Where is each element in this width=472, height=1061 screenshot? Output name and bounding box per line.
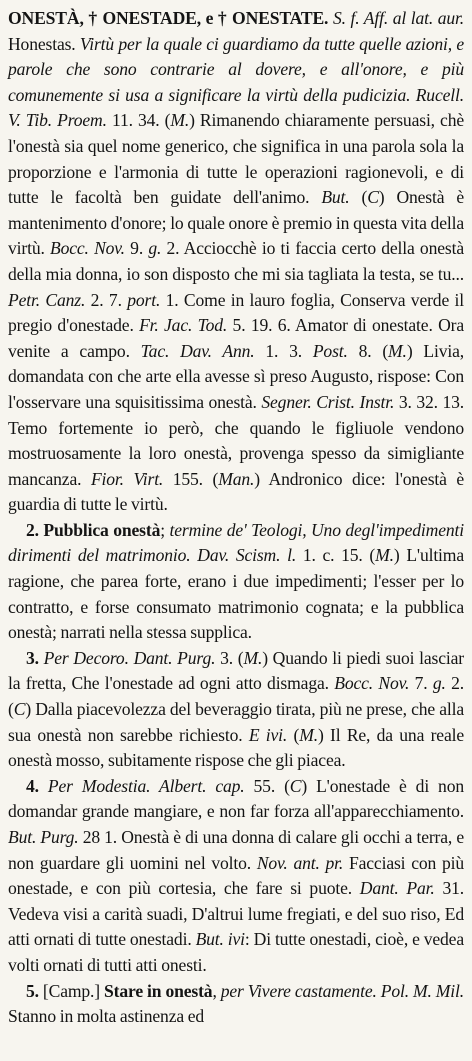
text-run: Facciasi con più onestade, e con più cortesia, che fare si puote. [8,852,464,899]
text-run: 11. 34. ( [106,110,171,131]
italic-text-run: M. [375,545,394,566]
italic-text-run: Fior. Virt. [90,468,164,489]
sense-3-paragraph [8,646,464,774]
bold-text-run: ONESTÀ, † ONESTADE, e † ONESTATE. [8,8,329,28]
text-run: 5. 19. 6. Amator di onestate. Ora venite a campo. [8,315,464,361]
italic-text-run: Fr. Jac. Tod. [139,315,228,336]
italic-text-run: per Vivere castamente. Pol. M. Mil. [220,980,465,1001]
italic-text-run: Petr. Canz. [8,289,86,310]
italic-text-run: Post. [312,340,348,361]
bold-text-run: 5. [26,980,43,1001]
italic-text-run: But. [321,187,350,208]
text-run: 28 1. Onestà è di una donna di calare gli occhi a terra, e non guardare gli uomini nel volto. [8,827,464,873]
text-run: 3. 32. 13. Temo fortemente io però, che quando le figliuole vendono mostruosamente la loro onestà, provenga spesso da simigliante mancanza. [8,391,464,489]
italic-text-run: g. [432,673,446,694]
italic-text-run: Segner. Crist. Instr. [261,391,395,412]
italic-text-run: port. [127,289,161,310]
italic-text-run: Per Decoro. Dant. Purg. [43,647,216,668]
italic-text-run: Nov. ant. pr. [256,852,344,873]
italic-text-run: M. [299,724,318,745]
text-run: 7. [409,673,433,694]
bold-text-run: 2. [26,519,44,540]
text-run: 1. Come in lauro foglia, Conserva verde il pregio d'onestade. [8,289,464,336]
text-run: ) Quando li piedi suoi lasciar la fretta, Che l'onestade ad ogni atto dismaga. [8,647,464,694]
text-run: 2. Acciocchè io ti faccia certo della onestà della mia donna, io son disposto che mi sia tagliata la testa, se tu... [8,238,464,284]
italic-text-run: Bocc. Nov. [50,238,125,259]
bold-text-run: 4. [26,775,48,796]
text-run: ) L'ultima ragione, che parea forte, erano i due impedimenti; l'esser per lo contratto, e forse consumato matrimonio cognata; e la pubblica onestà; narrati nella stessa supplica. [8,545,464,643]
text-run: 31. Vedeva visi a carità suadi, D'altrui lume fregiati, e del suo riso, Ed atti ornati di tutte onestadi. [8,878,464,950]
text-run: 1. 3. [254,340,313,361]
bold-text-run: Pubblica onestà [43,519,161,540]
text-run: 2. 7. [85,289,128,310]
sense-4-paragraph [8,774,464,979]
italic-text-run: g. [148,238,162,259]
sense-5-paragraph [8,979,464,1030]
bold-text-run: Stare in onestà [104,980,213,1001]
text-run: ) Dalla piacevolezza del beveraggio tirata, più ne prese, che alla sua onestà non sarebbe richiesto. [8,699,464,745]
text-run: 2. ( [8,673,464,720]
entry-heading-paragraph [8,6,464,518]
bold-text-run: 3. [26,647,44,668]
text-run: ( [349,187,368,208]
italic-text-run: Dant. Par. [359,878,435,899]
text-run: 8. ( [347,340,389,361]
italic-text-run: Man. [218,468,255,489]
italic-text-run: Tac. Dav. Ann. [140,340,255,361]
italic-text-run: C [13,699,26,720]
text-run: , [212,980,221,1001]
italic-text-run: Per Modestia. Albert. cap. [47,775,245,796]
text-run: 1. c. 15. ( [296,545,376,566]
italic-text-run: C [367,187,379,208]
text-run: ; [160,519,170,540]
italic-text-run: M. [170,110,190,131]
text-run: 9. [124,238,149,259]
italic-text-run: C [289,775,302,796]
italic-text-run: Virtù per la quale ci guardiamo da tutte quelle azioni, e parole che sono contrarie al dovere, e all'onore, e più comunemente si usa a significare la virtù della pudicizia. Rucell. V. Tib. Proem. [8,33,465,131]
text-run: ) Il Re, da una reale onestà mosso, subitamente rispose che gli piacea. [8,724,464,771]
text-run: [Camp.] [42,980,105,1001]
text-run: ) Onestà è mantenimento d'onore; lo quale onore è premio in questa vita della virtù. [8,187,464,259]
text-run: 55. ( [244,775,290,796]
italic-text-run: But. Purg. [8,827,79,847]
text-run: ) L'onestade è di non domandar grande mangiare, e non far forza all'apparecchiamento. [8,775,464,822]
text-run: ( [287,724,300,745]
text-run: : Di tutte onestadi, cioè, e vedea volti ornati di tutti atti onesti. [8,929,464,975]
text-run: ) Andronico dice: l'onestà è guardia di tutte le virtù. [8,468,465,515]
italic-text-run: M. [243,647,263,668]
text-run: ) Rimanendo chiaramente persuasi, chè l'onestà sia quel nome generico, che significa in una parola sola la proporzione e l'armonia di tutte le operazioni ragionevoli, e di tutte le facoltà ben guidate dell'animo. [8,110,465,208]
italic-text-run: M. [388,340,407,361]
text-run: 3. ( [215,647,244,668]
text-run: Honestas. [8,33,80,54]
italic-text-run: Bocc. Nov. [334,673,410,694]
text-run: Stanno in molta astinenza ed [8,1006,205,1027]
italic-text-run: S. f. Aff. al lat. aur. [332,8,464,28]
italic-text-run: termine de' Teologi, Uno degl'impedimenti dirimenti del matrimonio. Dav. Scism. l. [8,519,464,566]
sense-2-paragraph [8,518,464,646]
text-run: ) Livia, domandata con che arte ella avesse sì preso Augusto, rispose: Con l'osservare una squisitissima onestà. [8,340,464,412]
italic-text-run: But. ivi [195,929,245,950]
italic-text-run: E ivi. [248,724,288,745]
text-run: 155. ( [163,468,219,489]
